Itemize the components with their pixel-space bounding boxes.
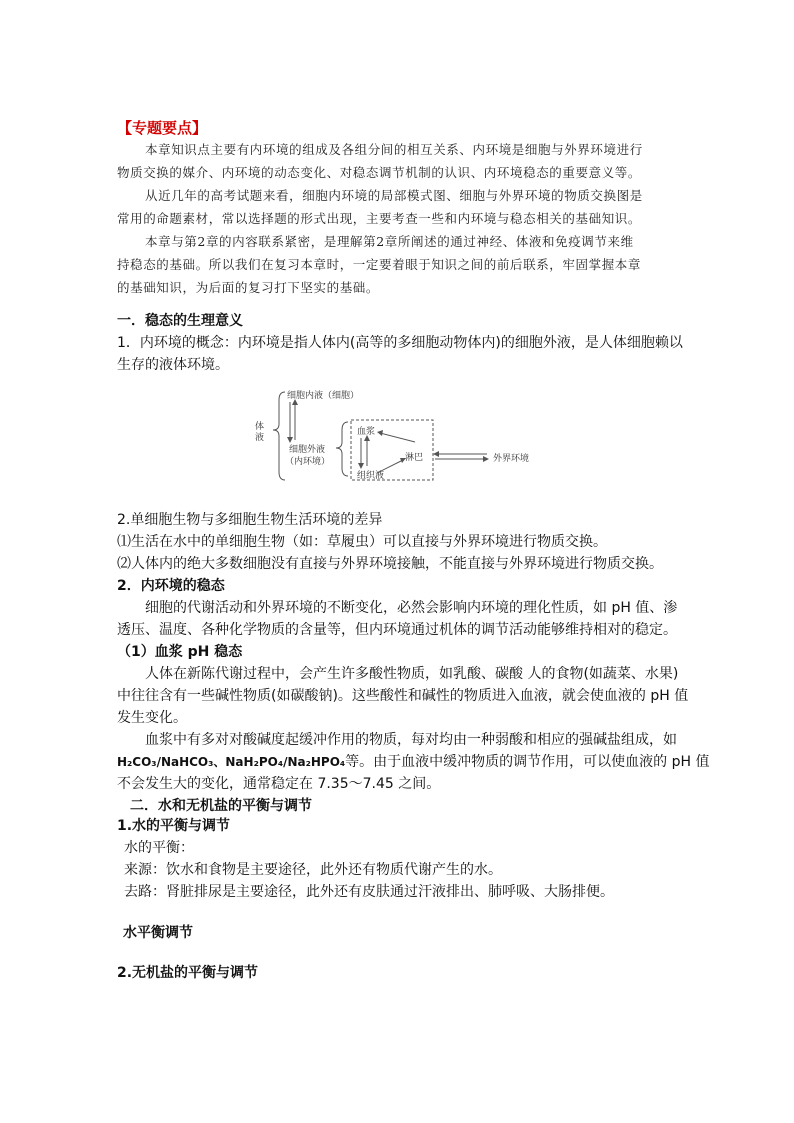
section-heading: 2．内环境的稳态 <box>117 578 225 594</box>
paragraph-line: 人体在新陈代谢过程中，会产生许多酸性物质，如乳酸、碳酸 人的食物(如蔬菜、水果) <box>145 666 679 682</box>
intro-line-5: 本章与第2章的内容联系紧密，是理解第2章所阐述的通过神经、体液和免疫调节来维 <box>145 234 634 249</box>
paragraph-line: 发生变化。 <box>117 710 187 726</box>
subheading: （1）血浆 pH 稳态 <box>117 644 243 660</box>
subheading: 1.水的平衡与调节 <box>117 818 231 834</box>
subheading: 水平衡调节 <box>123 925 193 941</box>
list-item: ⑴生活在水中的单细胞生物（如：草履虫）可以直接与外界环境进行物质交换。 <box>117 534 607 550</box>
label-intracellular: 细胞内液（细胞） <box>287 391 360 401</box>
label-body-fluid: 体液 <box>255 422 265 443</box>
label-external: 外界环境 <box>493 454 530 464</box>
paragraph-line: 来源：饮水和食物是主要途径，此外还有物质代谢产生的水。 <box>124 862 502 878</box>
label-lymph: 淋巴 <box>405 453 424 463</box>
section-title: 【专题要点】 <box>117 119 208 137</box>
paragraph-line: 中往往含有一些碱性物质(如碳酸钠)。这些酸性和碱性的物质进入血液，就会使血液的 pH 值 <box>117 688 689 704</box>
label-extracellular: 细胞外液 <box>289 445 326 455</box>
intro-line-4: 常用的命题素材，常以选择题的形式出现，主要考查一些和内环境与稳态相关的基础知识。 <box>117 211 642 226</box>
buffer-formula: H₂CO₃/NaHCO₃、NaH₂PO₄/Na₂HPO₄ <box>117 755 346 769</box>
intro-line-2: 物质交换的媒介、内环境的动态变化、对稳态调节机制的认识、内环境稳态的重要意义等。 <box>117 165 642 180</box>
section-heading-1: 一．稳态的生理意义 <box>117 313 243 329</box>
paragraph-line <box>117 751 710 773</box>
intro-line-1: 本章知识点主要有内环境的组成及各组分间的相互关系、内环境是细胞与外界环境进行 <box>145 142 643 157</box>
paragraph-text: 等。由于血液中缓冲物质的调节作用，可以使血液的 pH 值 <box>345 754 710 770</box>
paragraph-line: 2.单细胞生物与多细胞生物生活环境的差异 <box>117 512 383 528</box>
section-heading-2: 二．水和无机盐的平衡与调节 <box>130 798 312 814</box>
intro-line-6: 持稳态的基础。所以我们在复习本章时，一定要着眼于知识之间的前后联系，牢固掌握本章 <box>117 257 642 272</box>
paragraph-line: 生存的液体环境。 <box>117 357 229 373</box>
list-item: ⑵人体内的绝大多数细胞没有直接与外界环境接触，不能直接与外界环境进行物质交换。 <box>117 556 663 572</box>
paragraph-line: 血浆中有多对对酸碱度起缓冲作用的物质，每对均由一种弱酸和相应的强碱盐组成，如 <box>145 732 677 748</box>
paragraph-line: 透压、温度、各种化学物质的含量等，但内环境通过机体的调节活动能够维持相对的稳定。 <box>117 622 677 638</box>
label-tissue-fluid: 组织液 <box>357 471 385 481</box>
paragraph-line: 去路：肾脏排尿是主要途径，此外还有皮肤通过汗液排出、肺呼吸、大肠排便。 <box>124 884 614 900</box>
intro-line-7: 的基础知识，为后面的复习打下坚实的基础。 <box>117 280 380 295</box>
label-internal-env: （内环境） <box>285 457 331 467</box>
paragraph-line: 细胞的代谢活动和外界环境的不断变化，必然会影响内环境的理化性质，如 pH 值、渗 <box>145 600 678 616</box>
paragraph-line: 1．内环境的概念：内环境是指人体内(高等的多细胞动物体内)的细胞外液，是人体细胞赖以 <box>117 335 683 351</box>
subheading: 2.无机盐的平衡与调节 <box>117 965 259 981</box>
body-fluid-diagram <box>255 380 555 490</box>
label-plasma: 血浆 <box>357 427 376 437</box>
paragraph-line: 水的平衡： <box>124 840 194 856</box>
intro-line-3: 从近几年的高考试题来看，细胞内环境的局部模式图、细胞与外界环境的物质交换图是 <box>145 188 643 203</box>
paragraph-line: 不会发生大的变化，通常稳定在 7.35～7.45 之间。 <box>117 776 441 792</box>
